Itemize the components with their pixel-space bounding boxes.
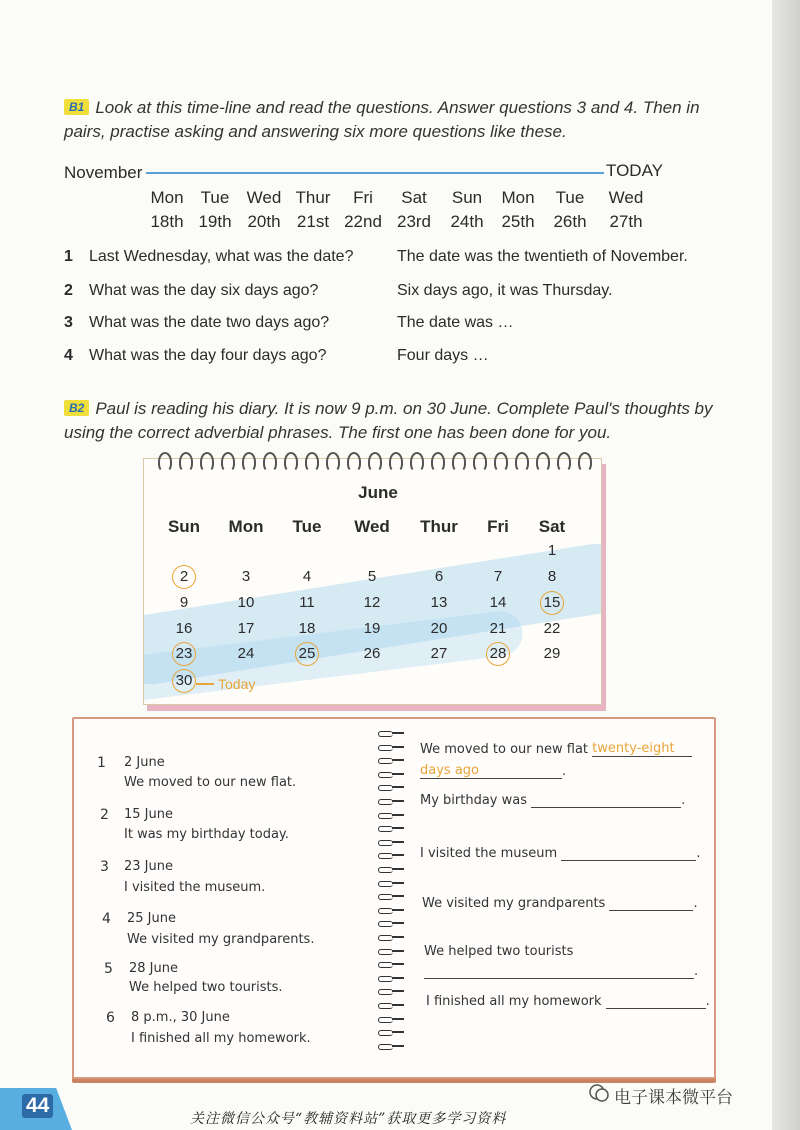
exercise-b1-text: Look at this time-line and read the questions. Answer questions 3 and 4. Then in pairs, practise asking and answering six more questions like these.: [64, 98, 700, 141]
question-number: 4: [64, 347, 73, 364]
diary-entry-number: 1: [97, 755, 106, 771]
diary-ring: [378, 796, 406, 806]
diary-entry-date: 15 June: [124, 807, 173, 822]
timeline-day-name: Tue: [200, 188, 230, 207]
question-text: What was the date two days ago?: [89, 314, 330, 331]
diary-ring: [378, 1000, 406, 1010]
spiral-ring: [536, 452, 550, 472]
question-text: What was the day six days ago?: [89, 282, 319, 299]
diary-entry-date: 23 June: [124, 859, 173, 874]
calendar-weekday: Sun: [167, 517, 201, 536]
question-number: 3: [64, 314, 73, 331]
calendar-day: [156, 565, 212, 589]
spiral-ring: [389, 452, 403, 472]
timeline-day-name: Mon: [150, 188, 184, 207]
date-number: 18: [298, 620, 316, 637]
spiral-ring: [473, 452, 487, 472]
timeline-day-name: Wed: [608, 188, 644, 207]
date-number: 13: [430, 594, 448, 611]
date-number: 20: [430, 620, 448, 637]
thought-text: We helped two tourists: [424, 944, 574, 959]
timeline-day: [440, 186, 494, 234]
diary-ring: [378, 891, 406, 901]
timeline-day: [286, 186, 340, 234]
timeline-day: [237, 186, 291, 234]
diary-entry-text: We moved to our new flat.: [124, 775, 297, 790]
diary-ring: [378, 864, 406, 874]
diary-entry-text: I finished all my homework.: [131, 1031, 311, 1046]
timeline-day-date: 26th: [553, 212, 587, 231]
exercise-b2-tag: B2: [64, 400, 89, 416]
thought-line: [424, 944, 573, 959]
circled-date: 30: [172, 669, 196, 693]
calendar-weekday: Thur: [420, 517, 458, 536]
timeline-end-label: TODAY: [606, 161, 663, 180]
timeline-day-name: Fri: [353, 188, 373, 207]
circled-date: 23: [172, 642, 196, 666]
calendar-month: June: [358, 483, 398, 502]
spiral-ring: [284, 452, 298, 472]
diary-ring: [378, 946, 406, 956]
answer-blank[interactable]: [561, 860, 696, 861]
calendar-weekday: Tue: [292, 517, 322, 536]
diary-ring: [378, 905, 406, 915]
calendar-weekday: Mon: [228, 517, 264, 536]
timeline-line: [146, 172, 604, 174]
spiral-ring: [263, 452, 277, 472]
exercise-b1-tag: B1: [64, 99, 89, 115]
date-number: 1: [547, 542, 557, 559]
calendar-day: [470, 568, 526, 585]
diary-entry-text: It was my birthday today.: [124, 827, 289, 842]
timeline-day-date: 23rd: [396, 212, 432, 231]
date-number: 3: [241, 568, 251, 585]
thought-line-continued: days ago .: [420, 763, 567, 779]
spiral-ring: [494, 452, 508, 472]
thought-line: I finished all my homework .: [426, 994, 710, 1009]
spiral-ring: [242, 452, 256, 472]
date-number: 17: [237, 620, 255, 637]
calendar-day: [156, 620, 212, 637]
spiral-ring: [452, 452, 466, 472]
calendar-weekday: Fri: [487, 517, 509, 536]
calendar-day: [524, 591, 580, 615]
answer-blank[interactable]: [531, 807, 681, 808]
answer-blank[interactable]: [420, 763, 562, 779]
timeline-day-name: Sat: [401, 188, 427, 207]
diary-entry-date: 25 June: [127, 911, 176, 926]
diary-entry-text: We helped two tourists.: [129, 980, 283, 995]
date-number: 29: [543, 645, 561, 662]
timeline-day-date: 19th: [198, 212, 232, 231]
timeline-day-date: 21st: [296, 212, 330, 231]
diary-ring: [378, 1041, 406, 1051]
diary-ring: [378, 742, 406, 752]
answer-blank[interactable]: [424, 978, 694, 979]
calendar-day: [411, 645, 467, 662]
wechat-icon: [588, 1082, 610, 1104]
timeline-day-name: Thur: [295, 188, 331, 207]
diary-ring: [378, 782, 406, 792]
calendar-day: [411, 594, 467, 611]
today-label: Today: [218, 676, 256, 692]
question-text: What was the day four days ago?: [89, 347, 327, 364]
timeline-day: [140, 186, 194, 234]
answer-blank[interactable]: [609, 910, 693, 911]
diary-ring: [378, 837, 406, 847]
calendar-day: [279, 568, 335, 585]
spiral-ring: [179, 452, 193, 472]
answer-filled: days ago: [420, 763, 479, 778]
answer-text: Four days …: [397, 347, 489, 364]
timeline-day-date: 24th: [450, 212, 484, 231]
date-number: 10: [237, 594, 255, 611]
date-number: 26: [363, 645, 381, 662]
diary-ring: [378, 823, 406, 833]
spiral-ring: [431, 452, 445, 472]
calendar-day: [279, 594, 335, 611]
calendar-day: [344, 620, 400, 637]
calendar-day: [524, 645, 580, 662]
spiral-ring: [557, 452, 571, 472]
today-marker-line: [196, 683, 214, 685]
spiral-ring: [410, 452, 424, 472]
diary-entry-number: 2: [100, 807, 109, 823]
calendar-day: [218, 620, 274, 637]
calendar-day: [218, 645, 274, 662]
calendar-day: [470, 620, 526, 637]
date-number: 21: [489, 620, 507, 637]
date-number: 24: [237, 645, 255, 662]
diary-entry-text: We visited my grandparents.: [127, 932, 315, 947]
calendar-day: [524, 620, 580, 637]
spiral-ring: [305, 452, 319, 472]
footer-note: 关注微信公众号“教辅资料站”获取更多学习资料: [190, 1111, 507, 1127]
exercise-b2-text: Paul is reading his diary. It is now 9 p.m. on 30 June. Complete Paul's thoughts by using the correct adverbial phrases. The first one has been done for you.: [64, 399, 713, 442]
date-number: 14: [489, 594, 507, 611]
diary-entry-text: I visited the museum.: [124, 880, 266, 895]
calendar-day: [218, 594, 274, 611]
date-number: 5: [367, 568, 377, 585]
page-binding-edge: [772, 0, 800, 1130]
timeline-day-date: 20th: [247, 212, 281, 231]
timeline-day: [491, 186, 545, 234]
diary-entry-date: 8 p.m., 30 June: [131, 1010, 230, 1025]
answer-text: The date was …: [397, 314, 514, 331]
timeline-day: [188, 186, 242, 234]
calendar-day: [470, 642, 526, 666]
date-number: 11: [299, 594, 315, 611]
diary-ring: [378, 1014, 406, 1024]
circled-date: 15: [540, 591, 564, 615]
diary-ring: [378, 878, 406, 888]
answer-blank[interactable]: [592, 741, 692, 757]
question-number: 1: [64, 248, 73, 265]
spiral-ring: [368, 452, 382, 472]
page-number: 44: [22, 1094, 53, 1118]
diary-ring-binding: [378, 728, 408, 1058]
timeline-day-date: 27th: [609, 212, 643, 231]
date-number: 27: [430, 645, 448, 662]
timeline-day-name: Wed: [246, 188, 282, 207]
diary-entry-number: 3: [100, 859, 109, 875]
timeline-start-label: November: [64, 163, 143, 182]
calendar-day: [156, 669, 212, 693]
date-number: 19: [363, 620, 381, 637]
calendar-day: [524, 568, 580, 585]
thought-text: We visited my grandparents: [422, 896, 606, 911]
diary-entry-date: 2 June: [124, 755, 165, 770]
answer-blank[interactable]: [606, 1008, 706, 1009]
diary-ring: [378, 755, 406, 765]
question-number: 2: [64, 282, 73, 299]
answer-text: Six days ago, it was Thursday.: [397, 282, 613, 299]
date-number: 12: [363, 594, 381, 611]
timeline-day: [543, 186, 597, 234]
diary-ring: [378, 810, 406, 820]
timeline-day-date: 25th: [501, 212, 535, 231]
calendar-day: [470, 594, 526, 611]
diary-ring: [378, 850, 406, 860]
diary-entry-number: 4: [102, 911, 111, 927]
thought-text: I visited the museum: [420, 846, 558, 861]
spiral-ring: [578, 452, 592, 472]
diary-ring: [378, 932, 406, 942]
question-text: Last Wednesday, what was the date?: [89, 248, 354, 265]
thought-text: I finished all my homework: [426, 994, 602, 1009]
watermark-text: 电子课本微平台: [614, 1088, 733, 1108]
exercise-b2-instruction: [64, 397, 724, 445]
spiral-ring: [515, 452, 529, 472]
calendar-day: [344, 645, 400, 662]
circled-date: 28: [486, 642, 510, 666]
spiral-ring: [326, 452, 340, 472]
circled-date: 2: [172, 565, 196, 589]
calendar-day: [344, 568, 400, 585]
diary-ring: [378, 728, 406, 738]
spiral-ring: [158, 452, 172, 472]
calendar-day: [279, 620, 335, 637]
exercise-b1-instruction: [64, 96, 724, 144]
date-number: 16: [175, 620, 193, 637]
date-number: 22: [543, 620, 561, 637]
date-number: 7: [493, 568, 503, 585]
spiral-ring: [200, 452, 214, 472]
diary-ring: [378, 973, 406, 983]
thought-line-continued: .: [424, 964, 698, 979]
thought-line: [420, 741, 692, 757]
timeline-day: [387, 186, 441, 234]
timeline-day-date: 18th: [150, 212, 184, 231]
calendar-day: [344, 594, 400, 611]
diary-entry-number: 5: [104, 961, 113, 977]
calendar-day: [156, 594, 212, 611]
spiral-ring: [221, 452, 235, 472]
thought-text: My birthday was: [420, 793, 528, 808]
diary-entry-number: 6: [106, 1010, 115, 1026]
calendar-day: [411, 620, 467, 637]
calendar-day: [218, 568, 274, 585]
calendar-day: [524, 542, 580, 559]
calendar-day: [156, 642, 212, 666]
diary-ring: [378, 769, 406, 779]
calendar-spiral-binding: [152, 452, 592, 472]
thought-line: We visited my grandparents .: [422, 896, 698, 911]
timeline-day-name: Sun: [451, 188, 483, 207]
thought-line: My birthday was .: [420, 793, 686, 808]
calendar-weekday: Sat: [538, 517, 566, 536]
timeline-day: [599, 186, 653, 234]
date-number: 9: [179, 594, 189, 611]
diary-ring: [378, 1027, 406, 1037]
timeline-day-date: 22nd: [344, 212, 382, 231]
answer-text: The date was the twentieth of November.: [397, 248, 688, 265]
diary-ring: [378, 918, 406, 928]
circled-date: 25: [295, 642, 319, 666]
diary-ring: [378, 959, 406, 969]
thought-text: We moved to our new flat: [420, 742, 589, 757]
timeline-day-name: Tue: [555, 188, 585, 207]
spiral-ring: [347, 452, 361, 472]
thought-line: I visited the museum .: [420, 846, 701, 861]
diary-entry-date: 28 June: [129, 961, 178, 976]
date-number: 8: [547, 568, 557, 585]
calendar-day: [411, 568, 467, 585]
date-number: 4: [302, 568, 312, 585]
date-number: 6: [434, 568, 444, 585]
answer-filled: twenty-eight: [592, 741, 675, 756]
calendar-weekday: Wed: [354, 517, 390, 536]
calendar-day: [279, 642, 335, 666]
diary-ring: [378, 986, 406, 996]
timeline-day-name: Mon: [501, 188, 535, 207]
timeline-day: [336, 186, 390, 234]
